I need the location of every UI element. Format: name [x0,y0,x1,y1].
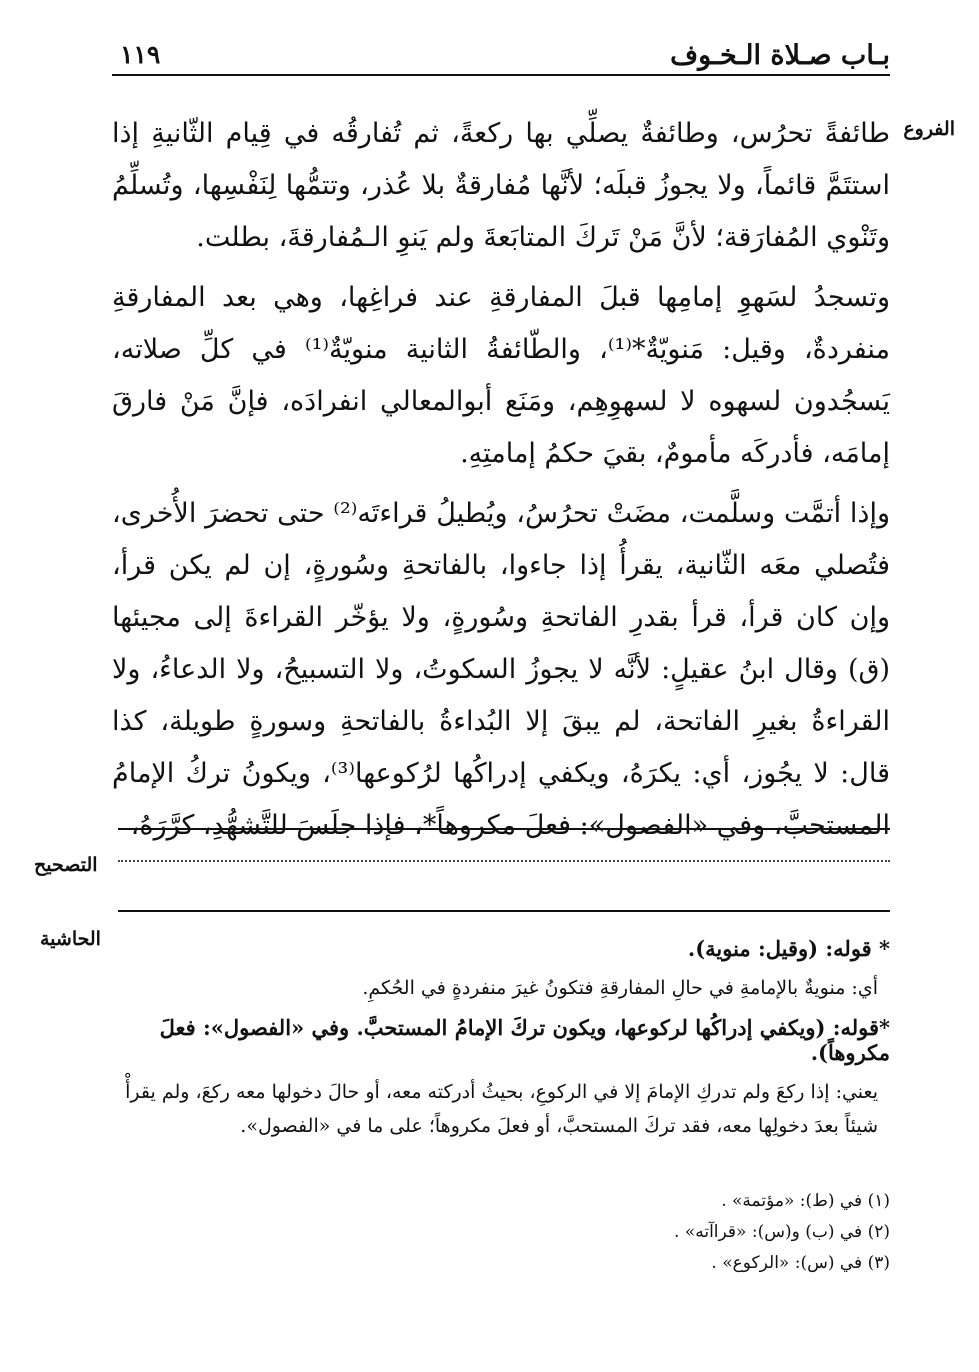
side-label-furu: الفروع [903,118,955,140]
page-number: ١١٩ [120,40,161,69]
footnote: (٢) في (ب) و(س): «قراآته» . [674,1222,890,1242]
chapter-title: بـاب صـلاة الـخـوف [670,40,890,71]
paragraph: وإذا أتمَّت وسلَّمت، مضَتْ تحرُسُ، ويُطيلُ قراءتَه⁽²⁾ حتى تحضرَ الأُخرى، فتُصلي معَه الثّانية، يقرأُ إذا جاءوا، بالفاتحةِ وسُورةٍ، إن لم يكن قرأ، وإن كان قرأ، قرأ بقدرِ الفاتحةِ وسُورةٍ، ولا يؤخّر القراءةَ إلى مجيئها (ق) وقال ابنُ عقيلٍ: لأنَّه لا يجوزُ السكوتُ، ولا التسبيحُ، ولا الدعاءُ، ولا القراءةُ بغيرِ الفاتحة، لم يبقَ إلا البُداءةُ بالفاتحةِ وسورةٍ طويلة، كذا قال: لا يجُوز، أي: يكرَهُ، ويكفي إدراكُها لرُكوعها⁽³⁾، ويكونُ تركُ الإمامُ المستحبَّ، وفي «الفصول»: فعلَ مكروهاً*، فإذا جلَسَ للتَّشهُّدِ، كرَّرَهُ، [112,498,890,841]
commentary-notes [112,936,890,1153]
correction-dotted-line [118,860,890,862]
paragraph: وتسجدُ لسَهوِ إمامِها قبلَ المفارقةِ عند فراغِها، وهي بعد المفارقةِ منفردةٌ، وقيل: مَنويّةٌ*⁽¹⁾، والطّائفةُ الثانية منويّةٌ⁽¹⁾ في كلِّ صلاته، يَسجُدون لسهوه لا لسهوِهِم، ومَنَع أبوالمعالي انفرادَه، فإنَّ مَنْ فارقَ إمامَه، فأدركَه مأمومٌ، بقيَ حكمُ إمامتِهِ. [112,282,891,469]
note-heading: *قوله: (ويكفي إدراكُها لركوعها، ويكون تركَ الإمامُ المستحبَّ. وفي «الفصول»: فعلَ مكروهاً). [159,1015,890,1065]
footnotes [112,1186,890,1279]
footnote: (١) في (ط): «مؤتمة» . [721,1191,890,1211]
side-label-tashih: التصحيح [34,854,98,876]
main-text-divider [118,828,890,830]
main-text [112,108,890,860]
side-label-hashiya: الحاشية [40,928,101,950]
correction-divider [118,910,890,912]
note-text: يعني: إذا ركعَ ولم تدركِ الإمامَ إلا في الركوعِ، بحيثُ أدركته معه، أو حالَ دخولها معه ركعَ، ولم يقرأْ شيئاً بعدَ دخولِها معه، فقد تركَ المستحبَّ، أو فعلَ مكروهاً؛ على ما في «الفصول». [125,1081,878,1137]
footnote: (٣) في (س): «الركوع» . [711,1253,890,1273]
note-text: أي: منويةٌ بالإمامةِ في حالِ المفارقةِ فتكونُ غيرَ منفردةٍ في الحُكمِ. [362,977,878,999]
paragraph: طائفةً تحرُس، وطائفةٌ يصلِّي بها ركعةً، ثم تُفارقُه في قِيام الثّانيةِ إذا استتَمَّ قائماً، ولا يجوزُ قبلَه؛ لأنَّها مُفارقةٌ بلا عُذر، وتتمُّها لِنَفْسِها، وتُسلِّمُ وتَنْوي المُفارَقة؛ لأنَّ مَنْ تَركَ المتابَعةَ ولم يَنوِ الـمُفارقةَ، بطلت. [112,118,890,253]
page-header [112,34,890,76]
note-heading: * قوله: (وقيل: منوية). [687,936,890,961]
